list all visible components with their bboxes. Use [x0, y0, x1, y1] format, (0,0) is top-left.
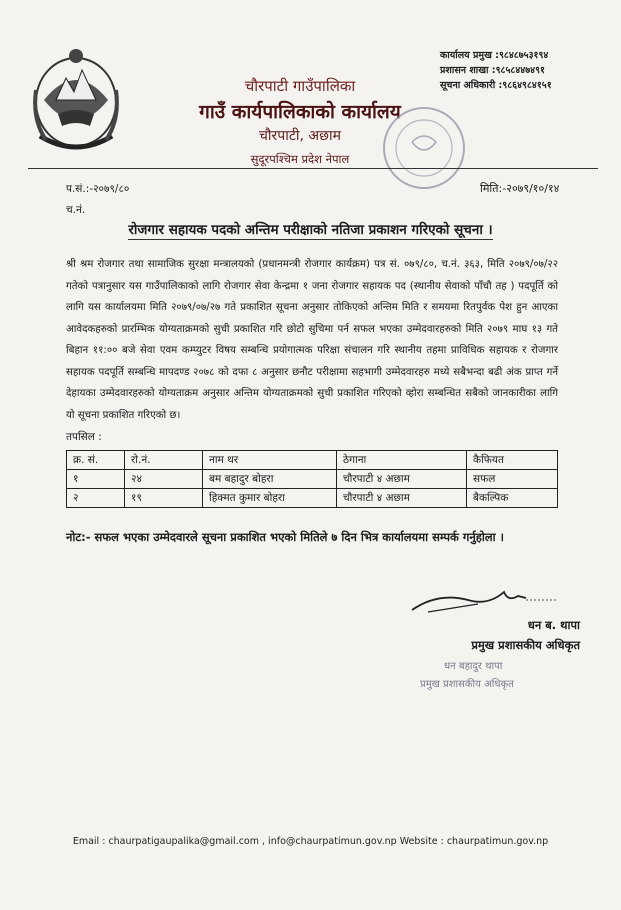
stamp-name: धन बहादुर थापा	[444, 661, 503, 672]
signatory-name: धन ब. थापा	[527, 618, 580, 632]
nepal-emblem-icon	[26, 40, 126, 158]
signature-icon	[408, 582, 558, 618]
table-row	[67, 489, 558, 508]
header-remarks: कैफियत	[467, 451, 558, 470]
office-address: चौरपाटी, अछाम	[259, 128, 341, 144]
table-row	[67, 470, 558, 489]
cell-remarks: सफल	[467, 470, 558, 489]
contact-line: कार्यालय प्रमुख :९८४८७५३१९४	[440, 50, 549, 61]
body-paragraph: श्री श्रम रोजगार तथा सामाजिक सुरक्षा मन्त्रालयको (प्रधानमन्त्री रोजगार कार्यक्रम) पत्र सं. ०७९/८०, च.नं. ३६३, मिति २०७९/०७/२२ गतेको पत्रानुसार यस गाउँपालिकाको लागि रोजगार सेवा केन्द्रमा १ जना रोजगार सहायक पद (स्थानीय सेवाको पाँचौ तह ) पदपूर्ति को लागि यस कार्यालयमा मिति २०७९/०७/२७ गते प्रकाशित सूचना अनुसार तोकिएको अन्तिम मिति र समयमा रितपुर्वक पेश हुन आएका आवेदकहरुको प्रारम्भिक योग्यताक्रमको सुची प्रकाशित गरि छोटो सुचिमा पर्न सफल भएका उम्मेदवारहरुको मिति २०७९ माघ १३ गते बिहान ११:०० बजे सेवा एवम कम्प्युटर विषय सम्बन्धि प्रयोगात्मक परिक्षा संचालन गरि स्थानीय तहमा प्राविधिक सहायक र रोजगार सहायक पदपूर्ति सम्बन्धि मापदण्ड २०७८ को दफा ८ अनुसार छनौट परीक्षामा सहभागी उम्मेदवारहरु मध्ये सबैभन्दा बढी अंक प्राप्त गर्ने देहायका उम्मेदवारहरुको योग्यताक्रम अनुसार अन्तिम योग्यताक्रमको सुची प्रकाशित गरिएको व्होरा सम्बन्धित सबैको जानकारीका लागि यो सूचना प्रकाशित गरिएको छ।	[66, 259, 558, 421]
notice-date: मिति:-२०७९/१०/१४	[480, 182, 560, 195]
table-header-row	[67, 451, 558, 470]
municipality-name: चौरपाटी गाउँपालिका	[244, 77, 356, 95]
header-address: ठेगाना	[337, 451, 467, 470]
notice-subject	[0, 220, 621, 238]
contact-footer: Email : chaurpatigaupalika@gmail.com , info@chaurpatimun.gov.np Website : chaurpatimun.gov.np	[72, 836, 549, 847]
contact-line: सूचना अधिकारी :९८६४९८४१५१	[440, 80, 552, 91]
subject-text: रोजगार सहायक पदको अन्तिम परीक्षाको नतिजा प्रकाशन गरिएको सूचना ।	[128, 222, 493, 238]
reference-number: प.सं.:-२०७९/८०	[66, 183, 130, 195]
signatory-stamp	[420, 656, 560, 696]
cell-name: बम बहादुर बोहरा	[203, 470, 337, 489]
contact-line: प्रशासन शाखा :९८५८४४७४९१	[440, 65, 545, 76]
cell-sn: २	[67, 489, 125, 508]
office-name: गाउँ कार्यपालिकाको कार्यालय	[199, 101, 401, 123]
details-label: तपसिल :	[66, 431, 102, 443]
cell-name: हिक्मत कुमार बोहरा	[203, 489, 337, 508]
office-stamp-icon	[372, 102, 472, 194]
cell-address: चौरपाटी ४ अछाम	[337, 489, 467, 508]
cell-roll: १९	[125, 489, 203, 508]
cell-remarks: बैकल्पिक	[467, 489, 558, 508]
notice-note: नोट:- सफल भएका उम्मेदवारले सूचना प्रकाशित भएको मितिले ७ दिन भित्र कार्यालयमा सम्पर्क गर्नुहोला ।	[66, 530, 504, 544]
cell-roll: २४	[125, 470, 203, 489]
results-table	[66, 450, 558, 508]
header-sn: क्र. सं.	[67, 451, 125, 470]
cell-sn: १	[67, 470, 125, 489]
header-divider	[28, 168, 598, 169]
header-name: नाम थर	[203, 451, 337, 470]
signatory-title: प्रमुख प्रशासकीय अधिकृत	[471, 638, 580, 652]
stamp-title: प्रमुख प्रशासकीय अधिकृत	[420, 679, 514, 690]
header-roll: रो.नं.	[125, 451, 203, 470]
cell-address: चौरपाटी ४ अछाम	[337, 470, 467, 489]
dispatch-number: च.नं.	[66, 204, 86, 216]
contact-list	[440, 48, 552, 93]
province-name: सुदूरपश्चिम प्रदेश नेपाल	[250, 152, 350, 166]
notice-body	[66, 254, 558, 426]
